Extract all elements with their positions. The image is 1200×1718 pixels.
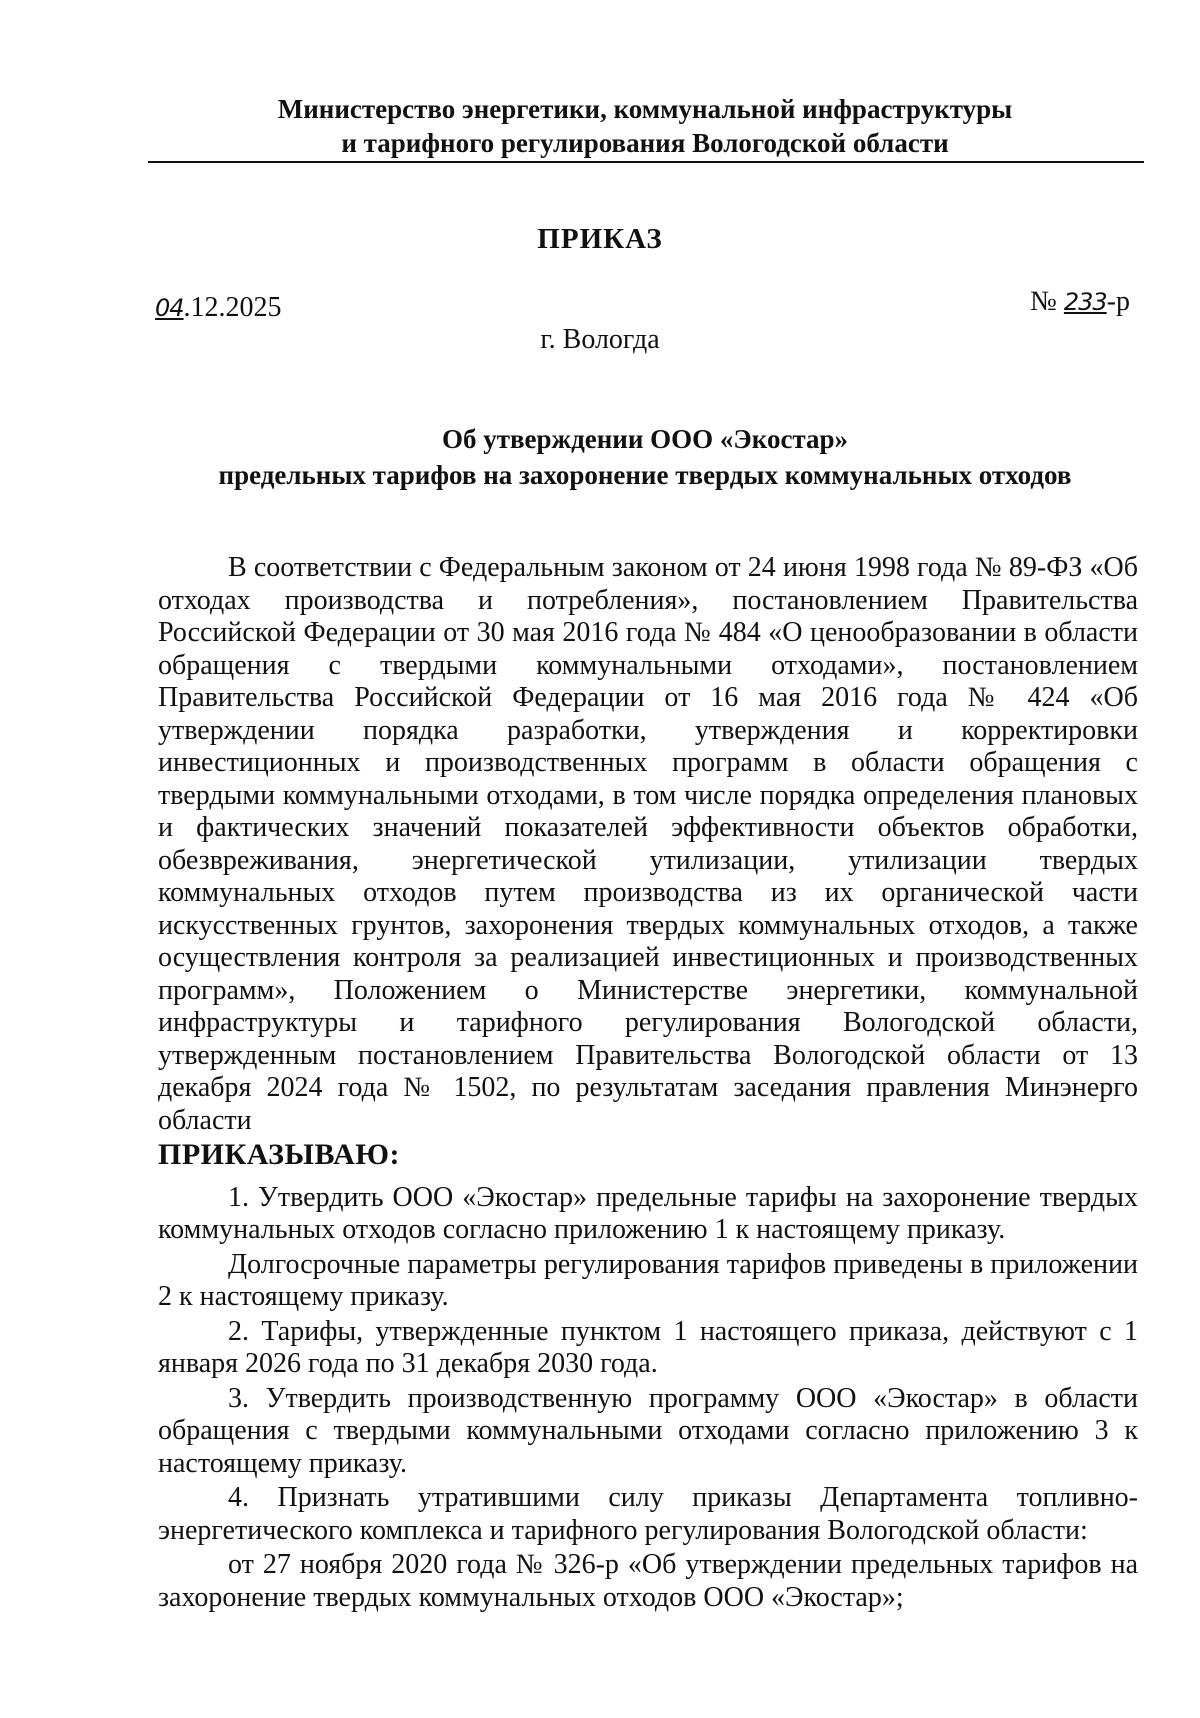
header-divider [148, 161, 1144, 163]
preamble-paragraph: В соответствии с Федеральным законом от 24 июня 1998 года № 89-ФЗ «Об отходах производства и потребления», постановлением Правительства Российской Федерации от 30 мая 2016 года № 484 «О ценообразовании в области обращения с твердыми коммунальными отходами», постановлением Правительства Российской Федерации от 16 мая 2016 года № 424 «Об утверждении порядка разработки, утверждения и корректировки инвестиционных и производственных программ в области обращения с твердыми коммунальными отходами, в том числе порядка определения плановых и фактических значений показателей эффективности объектов обработки, обезвреживания, энергетической утилизации, утилизации твердых коммунальных отходов путем производства из их органической части искусственных грунтов, захоронения твердых коммунальных отходов, а также осуществления контроля за реализацией инвестиционных и производственных программ», Положением о Министерстве энергетики, коммунальной инфраструктуры и тарифного регулирования Вологодской области, утвержденным постановлением Правительства Вологодской области от 13 декабря 2024 года № 1502, по результатам заседания правления Минэнерго области [158, 552, 1138, 1136]
document-subject [150, 421, 1140, 493]
document-number [1030, 286, 1130, 318]
order-item-4: 4. Признать утратившими силу приказы Департамента топливно-энергетического комплекса и тарифного регулирования Вологодской области: [158, 1482, 1138, 1546]
order-item-1-continuation: Долгосрочные параметры регулирования тарифов приведены в приложении 2 к настоящему приказу. [158, 1248, 1138, 1312]
authority-line-1: Министерство энергетики, коммунальной инфраструктуры [277, 94, 1013, 124]
document-city: г. Вологда [540, 324, 660, 355]
document-body [158, 552, 1138, 1616]
date-month-year: .12.2025 [183, 292, 282, 323]
handwritten-day: 04 [155, 294, 184, 322]
document-date [155, 292, 282, 324]
authority-line-2: и тарифного регулирования Вологодской области [341, 128, 949, 158]
order-item-4-subitem: от 27 ноября 2020 года № 326-р «Об утверждении предельных тарифов на захоронение твердых коммунальных отходов ООО «Экостар»; [158, 1549, 1138, 1613]
order-directive: ПРИКАЗЫВАЮ: [158, 1138, 401, 1171]
handwritten-number: 233 [1063, 288, 1107, 316]
order-item-3: 3. Утвердить производственную программу ООО «Экостар» в области обращения с твердыми коммунальными отходами согласно приложению 3 к настоящему приказу. [158, 1382, 1138, 1479]
subject-line-2: предельных тарифов на захоронение твердых коммунальных отходов [218, 460, 1072, 490]
order-item-1: 1. Утвердить ООО «Экостар» предельные тарифы на захоронение твердых коммунальных отходов согласно приложению 1 к настоящему приказу. [158, 1181, 1138, 1245]
number-suffix: -р [1106, 286, 1130, 317]
issuing-authority-header [150, 92, 1140, 160]
number-sign: № [1030, 286, 1064, 317]
subject-line-1: Об утверждении ООО «Экостар» [441, 424, 849, 454]
document-type-title: ПРИКАЗ [537, 223, 663, 255]
order-item-2: 2. Тарифы, утвержденные пунктом 1 настоящего приказа, действуют с 1 января 2026 года по 31 декабря 2030 года. [158, 1315, 1138, 1379]
